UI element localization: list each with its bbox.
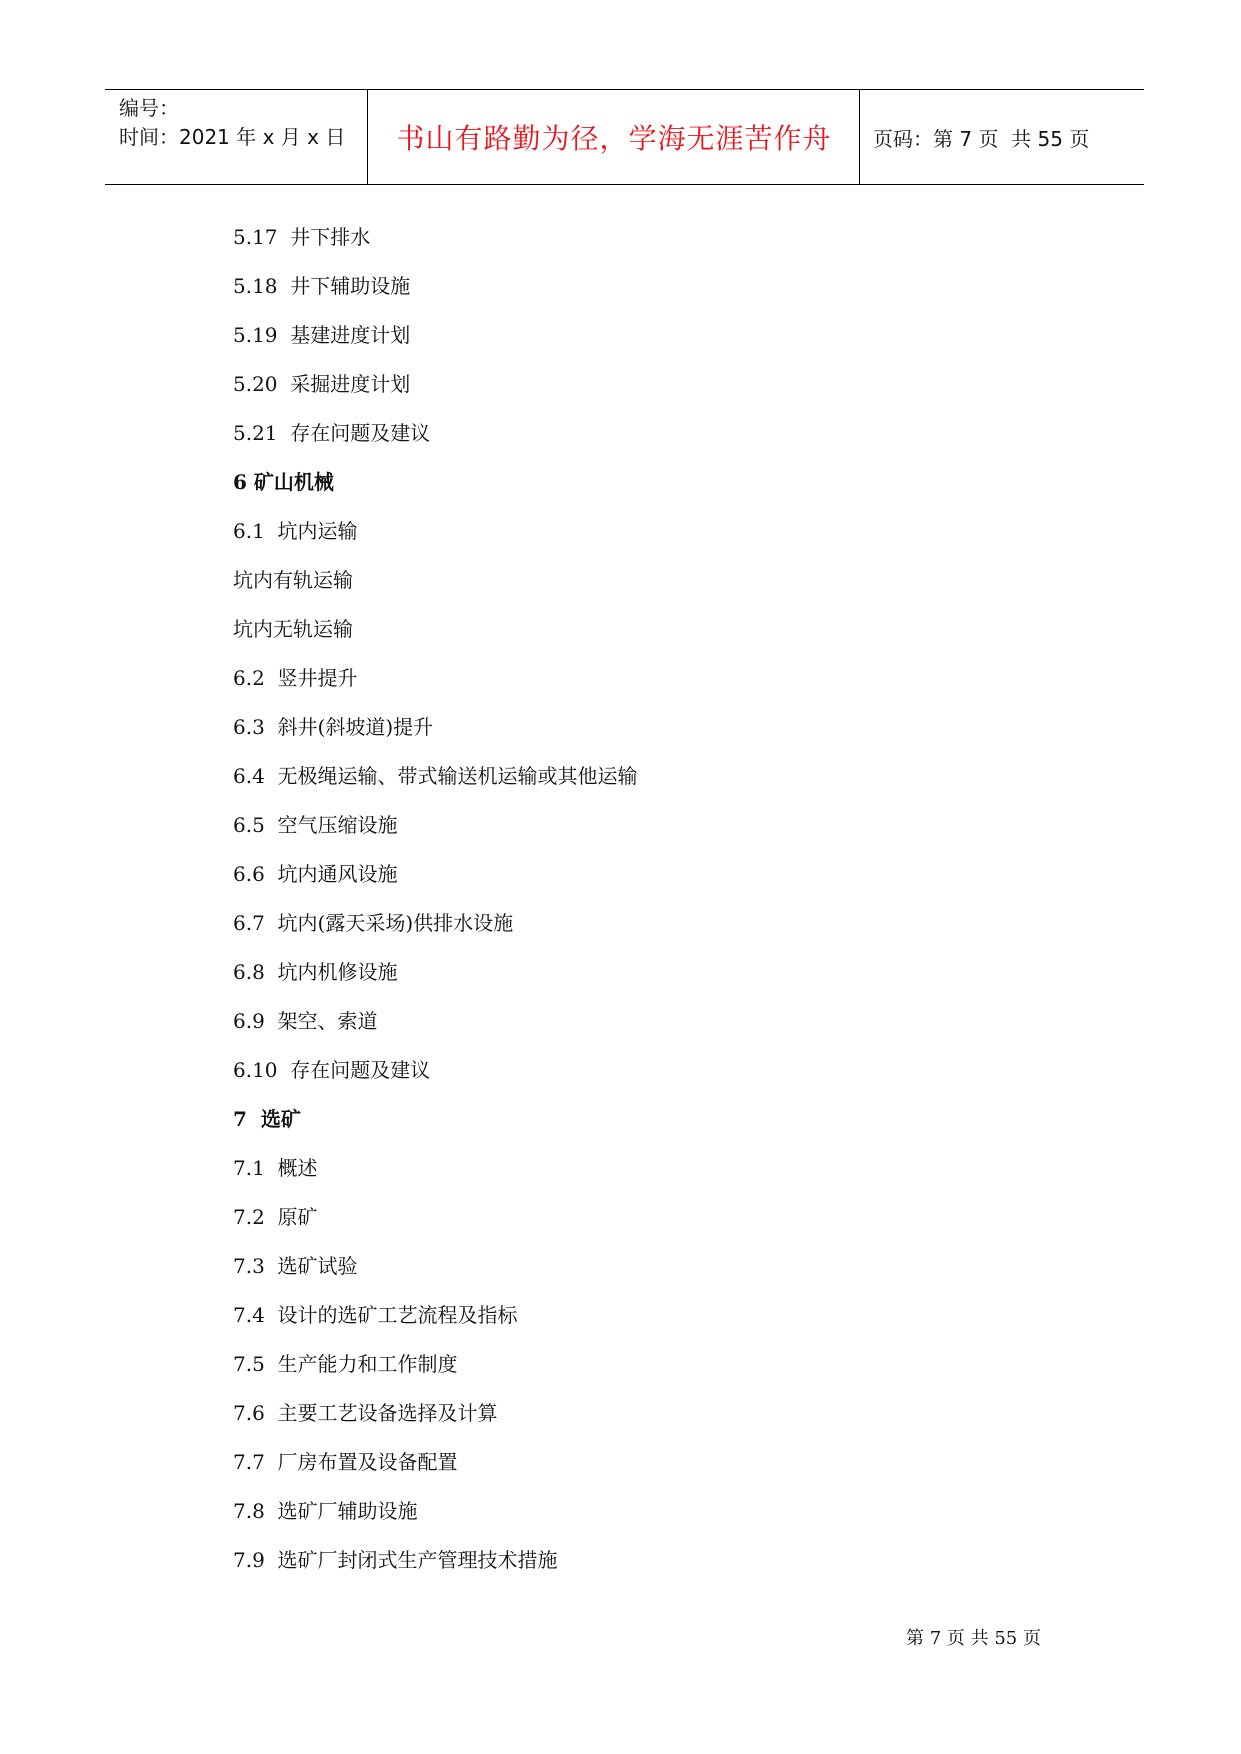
toc-entry: 7.2 原矿 [233,1205,318,1229]
toc-entry: 7.8 选矿厂辅助设施 [233,1499,418,1523]
toc-entry: 7.1 概述 [233,1156,318,1180]
toc-entry: 7.7 厂房布置及设备配置 [233,1450,458,1474]
header-time-label: 时间：2021 年 x 月 x 日 [119,125,346,149]
header-divider [859,90,860,184]
header-meta [119,94,345,152]
toc-entry: 5.18 井下辅助设施 [233,274,411,298]
toc-entry: 6.9 架空、索道 [233,1009,378,1033]
header-motto: 书山有路勤为径，学海无涯苦作舟 [396,122,832,155]
toc-entry: 5.19 基建进度计划 [233,323,411,347]
header-code-label: 编号： [119,96,179,120]
toc-entry: 6.8 坑内机修设施 [233,960,398,984]
table-of-contents [233,213,638,1585]
header-divider [367,90,368,184]
toc-entry: 5.21 存在问题及建议 [233,421,431,445]
toc-section-heading: 6 矿山机械 [233,470,334,494]
toc-entry: 6.7 坑内(露天采场)供排水设施 [233,911,514,935]
toc-entry: 7.4 设计的选矿工艺流程及指标 [233,1303,518,1327]
toc-section-heading: 7 选矿 [233,1107,301,1131]
toc-entry: 坑内无轨运输 [233,617,353,641]
toc-entry: 7.6 主要工艺设备选择及计算 [233,1401,498,1425]
page-header [105,89,1144,185]
toc-entry: 6.1 坑内运输 [233,519,358,543]
toc-entry: 5.17 井下排水 [233,225,371,249]
toc-entry: 6.2 竖井提升 [233,666,358,690]
toc-entry: 7.9 选矿厂封闭式生产管理技术措施 [233,1548,558,1572]
toc-entry: 5.20 采掘进度计划 [233,372,411,396]
toc-entry: 7.3 选矿试验 [233,1254,358,1278]
toc-entry: 6.5 空气压缩设施 [233,813,398,837]
page-footer: 第 7 页 共 55 页 [906,1628,1041,1649]
toc-entry: 6.6 坑内通风设施 [233,862,398,886]
toc-entry: 6.4 无极绳运输、带式输送机运输或其他运输 [233,764,638,788]
header-page-label: 页码：第 7 页 共 55 页 [873,126,1090,151]
toc-entry: 6.3 斜井(斜坡道)提升 [233,715,434,739]
toc-entry: 7.5 生产能力和工作制度 [233,1352,458,1376]
toc-entry: 坑内有轨运输 [233,568,353,592]
toc-entry: 6.10 存在问题及建议 [233,1058,431,1082]
